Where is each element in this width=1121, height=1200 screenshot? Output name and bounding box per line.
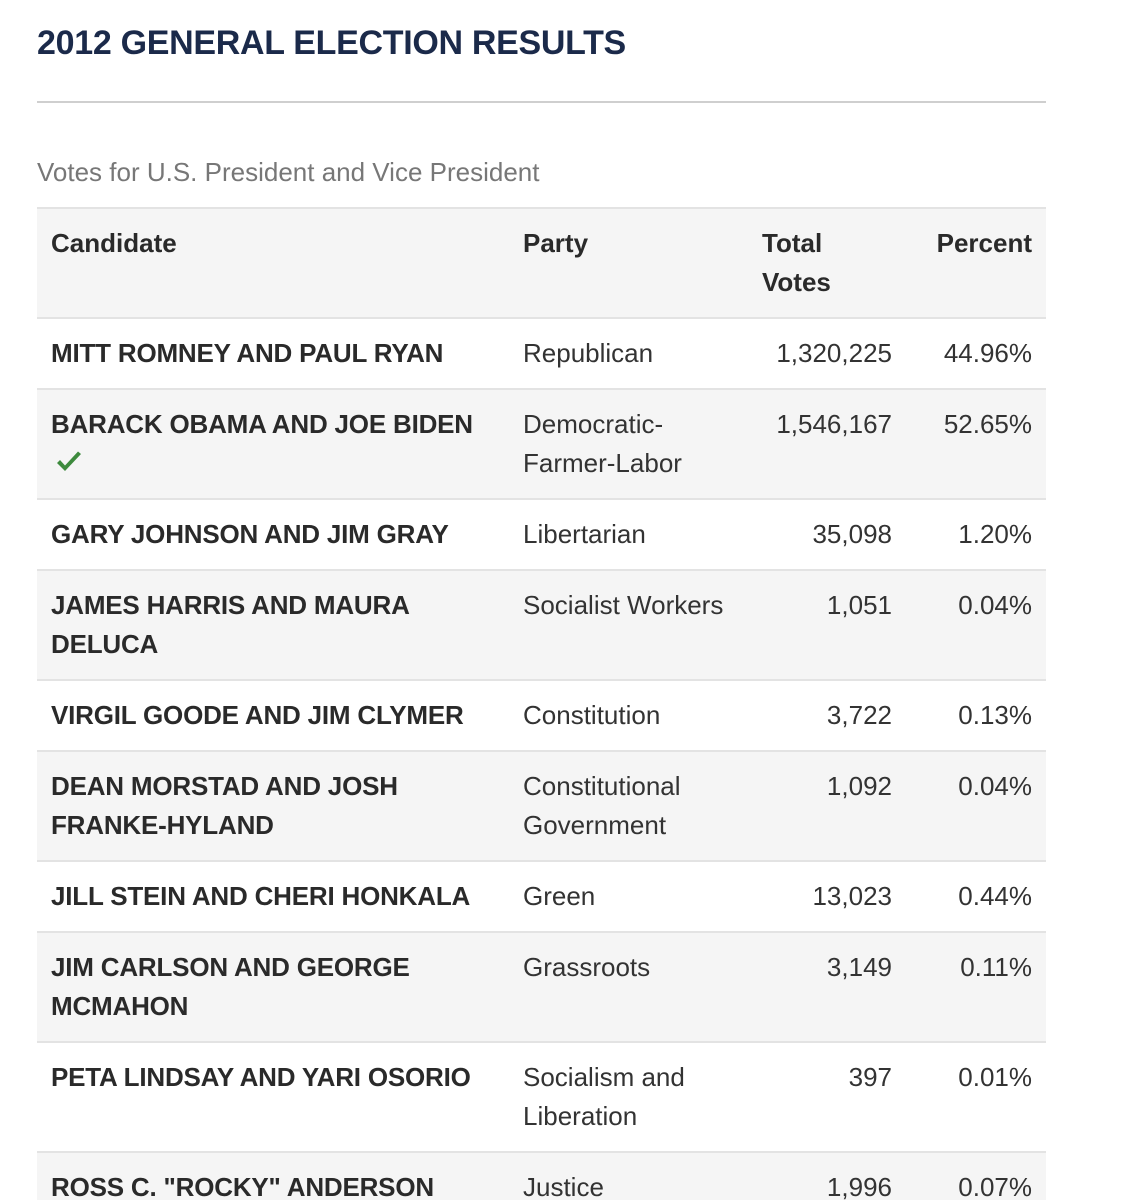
votes-cell: 3,149	[762, 932, 906, 1042]
candidate-cell	[37, 1042, 509, 1152]
percent-cell: 52.65%	[906, 389, 1046, 499]
votes-cell: 397	[762, 1042, 906, 1152]
votes-cell: 1,996	[762, 1152, 906, 1200]
percent-cell: 0.44%	[906, 861, 1046, 932]
percent-cell: 0.04%	[906, 751, 1046, 861]
party-cell: Socialist Workers	[509, 570, 762, 680]
candidate-cell	[37, 1152, 509, 1200]
candidate-name: PETA LINDSAY AND YARI OSORIO	[51, 1062, 471, 1092]
candidate-cell	[37, 570, 509, 680]
candidate-cell	[37, 932, 509, 1042]
candidate-name: JIM CARLSON AND GEORGE MCMAHON	[51, 952, 410, 1021]
header-party: Party	[509, 208, 762, 318]
percent-cell: 0.11%	[906, 932, 1046, 1042]
table-row	[37, 499, 1046, 570]
party-cell: Democratic-Farmer-Labor	[509, 389, 762, 499]
table-row	[37, 861, 1046, 932]
candidate-cell	[37, 389, 509, 499]
candidate-name: VIRGIL GOODE AND JIM CLYMER	[51, 700, 464, 730]
candidate-cell	[37, 861, 509, 932]
check-icon	[55, 451, 83, 473]
candidate-cell	[37, 318, 509, 389]
candidate-name: GARY JOHNSON AND JIM GRAY	[51, 519, 449, 549]
party-cell: Constitutional Government	[509, 751, 762, 861]
votes-cell: 1,320,225	[762, 318, 906, 389]
candidate-name: DEAN MORSTAD AND JOSH FRANKE-HYLAND	[51, 771, 398, 840]
table-row	[37, 680, 1046, 751]
party-cell: Libertarian	[509, 499, 762, 570]
votes-cell: 3,722	[762, 680, 906, 751]
candidate-name: JAMES HARRIS AND MAURA DELUCA	[51, 590, 409, 659]
party-cell: Justice	[509, 1152, 762, 1200]
table-row	[37, 389, 1046, 499]
candidate-cell	[37, 499, 509, 570]
candidate-cell	[37, 751, 509, 861]
party-cell: Green	[509, 861, 762, 932]
votes-cell: 1,546,167	[762, 389, 906, 499]
percent-cell: 0.01%	[906, 1042, 1046, 1152]
candidate-name: MITT ROMNEY AND PAUL RYAN	[51, 338, 444, 368]
votes-cell: 35,098	[762, 499, 906, 570]
party-cell: Republican	[509, 318, 762, 389]
candidate-name: JILL STEIN AND CHERI HONKALA	[51, 881, 471, 911]
percent-cell: 44.96%	[906, 318, 1046, 389]
page-title: 2012 GENERAL ELECTION RESULTS	[37, 24, 626, 62]
percent-cell: 0.13%	[906, 680, 1046, 751]
percent-cell: 0.07%	[906, 1152, 1046, 1200]
percent-cell: 1.20%	[906, 499, 1046, 570]
votes-cell: 1,051	[762, 570, 906, 680]
table-row	[37, 932, 1046, 1042]
table-row	[37, 318, 1046, 389]
party-cell: Constitution	[509, 680, 762, 751]
header-candidate: Candidate	[37, 208, 509, 318]
results-body	[37, 318, 1046, 1200]
title-divider	[37, 101, 1046, 103]
table-row	[37, 1042, 1046, 1152]
candidate-name: BARACK OBAMA AND JOE BIDEN	[51, 409, 473, 439]
table-row	[37, 570, 1046, 680]
table-header-row	[37, 208, 1046, 318]
party-cell: Grassroots	[509, 932, 762, 1042]
election-results-table	[37, 207, 1046, 1200]
percent-cell: 0.04%	[906, 570, 1046, 680]
party-cell: Socialism and Liberation	[509, 1042, 762, 1152]
candidate-name: ROSS C. "ROCKY" ANDERSON	[51, 1172, 434, 1200]
votes-cell: 13,023	[762, 861, 906, 932]
header-percent: Percent	[906, 208, 1046, 318]
votes-cell: 1,092	[762, 751, 906, 861]
candidate-cell	[37, 680, 509, 751]
table-caption: Votes for U.S. President and Vice President	[37, 157, 540, 187]
table-row	[37, 1152, 1046, 1200]
table-row	[37, 751, 1046, 861]
header-total-votes: Total Votes	[762, 208, 906, 318]
